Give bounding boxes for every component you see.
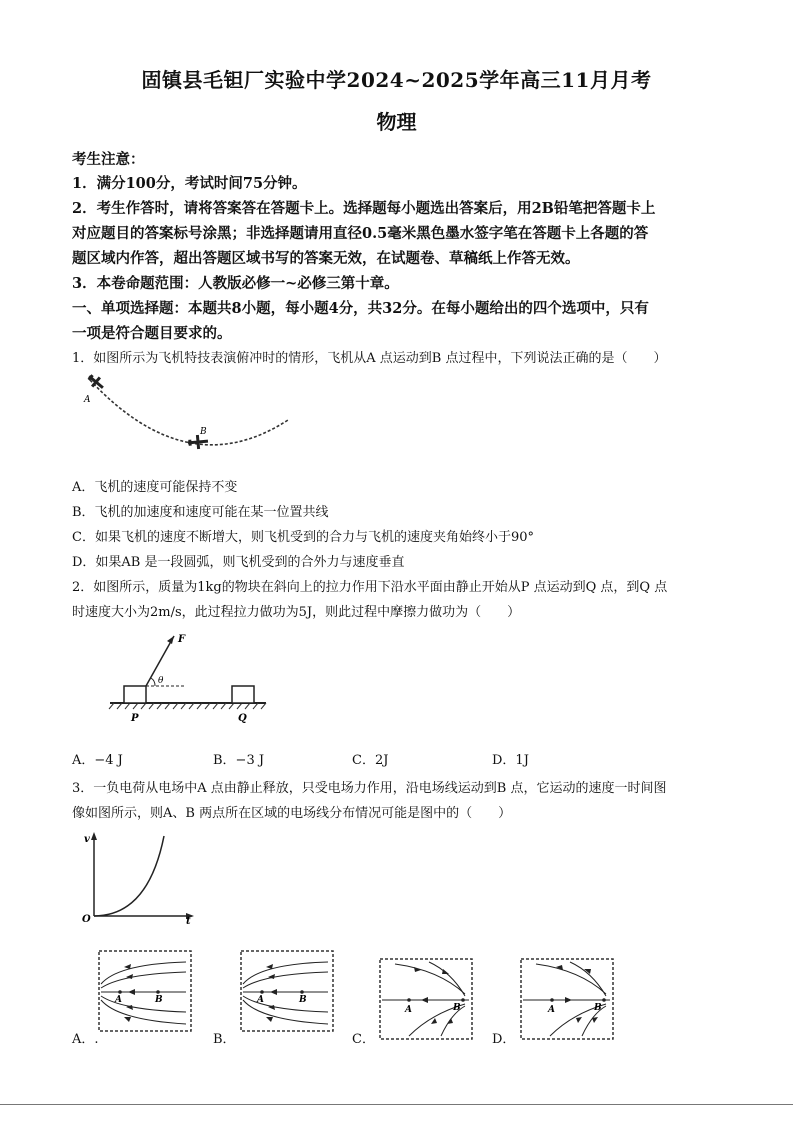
block-at-q <box>232 686 254 703</box>
field-b-point-a-label: A <box>257 995 264 1005</box>
subject-title: 物理 <box>376 110 417 134</box>
field-diagram-c <box>379 958 473 1040</box>
q3-option-a: A．. <box>72 1032 99 1047</box>
point-b-label: B <box>200 427 207 437</box>
notice-item-2-line-1: 2．考生作答时，请将答案答在答题卡上。选择题每小题选出答案后，用2B铅笔把答题卡上 <box>72 200 656 217</box>
field-diagram-d <box>520 958 614 1040</box>
q3-option-b: B． <box>213 1032 236 1047</box>
q1-option-b: B．飞机的加速度和速度可能在某一位置共线 <box>72 505 329 520</box>
section-heading-line-1: 一、单项选择题：本题共8小题，每小题4分，共32分。在每小题给出的四个选项中，只有 <box>72 300 649 317</box>
q2-stem-line-1: 2．如图所示，质量为1kg的物块在斜向上的拉力作用下沿水平面由静止开始从P 点运动到Q 点，到Q 点 <box>72 580 668 595</box>
field-diagram-a <box>98 950 192 1032</box>
notice-item-2-line-2: 对应题目的答案标号涂黑；非选择题请用直径0.5毫米黑色墨水签字笔在答题卡上各题的答 <box>72 225 649 242</box>
page-title: 固镇县毛钽厂实验中学2024~2025学年高三11月月考 <box>141 68 652 92</box>
notice-item-2-line-3: 题区域内作答，超出答题区域书写的答案无效，在试题卷、草稿纸上作答无效。 <box>72 250 580 267</box>
q2-block-figure <box>106 628 276 723</box>
q1-option-a: A．飞机的速度可能保持不变 <box>72 480 238 495</box>
point-a-label: A <box>84 395 91 405</box>
field-d-point-b-label: B <box>594 1003 602 1013</box>
q2-option-a: A．−4 J <box>72 753 123 768</box>
q1-stem: 1．如图所示为飞机特技表演俯冲时的情形，飞机从A 点运动到B 点过程中，下列说法正确的是（ ） <box>72 351 667 366</box>
q1-option-c: C．如果飞机的速度不断增大，则飞机受到的合力与飞机的速度夹角始终小于90° <box>72 530 534 545</box>
field-a-point-a-label: A <box>115 995 122 1005</box>
q2-option-d: D．1J <box>492 753 529 768</box>
angle-theta-label: θ <box>158 676 164 686</box>
q1-option-d: D．如果AB 是一段圆弧，则飞机受到的合外力与速度垂直 <box>72 555 405 570</box>
q3-stem-line-2: 像如图所示，则A、B 两点所在区域的电场线分布情况可能是图中的（ ） <box>72 806 512 821</box>
field-a-point-b-label: B <box>155 995 163 1005</box>
q1-flight-path-figure <box>78 370 298 460</box>
field-d-point-a-label: A <box>548 1005 555 1015</box>
point-q-label: Q <box>238 713 247 724</box>
field-diagram-b <box>240 950 334 1032</box>
q3-velocity-time-graph <box>78 830 208 925</box>
field-c-point-b-label: B <box>453 1003 461 1013</box>
field-c-point-a-label: A <box>405 1005 412 1015</box>
notice-item-3: 3．本卷命题范围：人教版必修一~必修三第十章。 <box>72 275 399 292</box>
q3-stem-line-1: 3．一负电荷从电场中A 点由静止释放，只受电场力作用，沿电场线运动到B 点，它运动的速度一时间图 <box>72 781 667 796</box>
q2-option-c: C．2J <box>352 753 389 768</box>
point-p-label: P <box>131 713 139 724</box>
q3-option-d: D． <box>492 1032 516 1047</box>
field-b-point-b-label: B <box>299 995 307 1005</box>
section-heading-line-2: 一项是符合题目要求的。 <box>72 325 232 342</box>
airplane-a-icon <box>85 372 107 393</box>
force-f-label: F <box>178 634 186 645</box>
notice-heading: 考生注意： <box>72 151 145 168</box>
q2-stem-line-2: 时速度大小为2m/s，此过程拉力做功为5J，则此过程中摩擦力做功为（ ） <box>72 605 521 620</box>
axis-v-label: v <box>84 834 90 845</box>
q2-option-b: B．−3 J <box>213 753 265 768</box>
q3-option-c: C． <box>352 1032 375 1047</box>
footer-divider <box>0 1104 793 1105</box>
axis-t-label: t <box>186 916 191 927</box>
block-at-p <box>124 686 146 703</box>
notice-item-1: 1．满分100分，考试时间75分钟。 <box>72 175 307 192</box>
axis-o-label: O <box>82 914 91 925</box>
